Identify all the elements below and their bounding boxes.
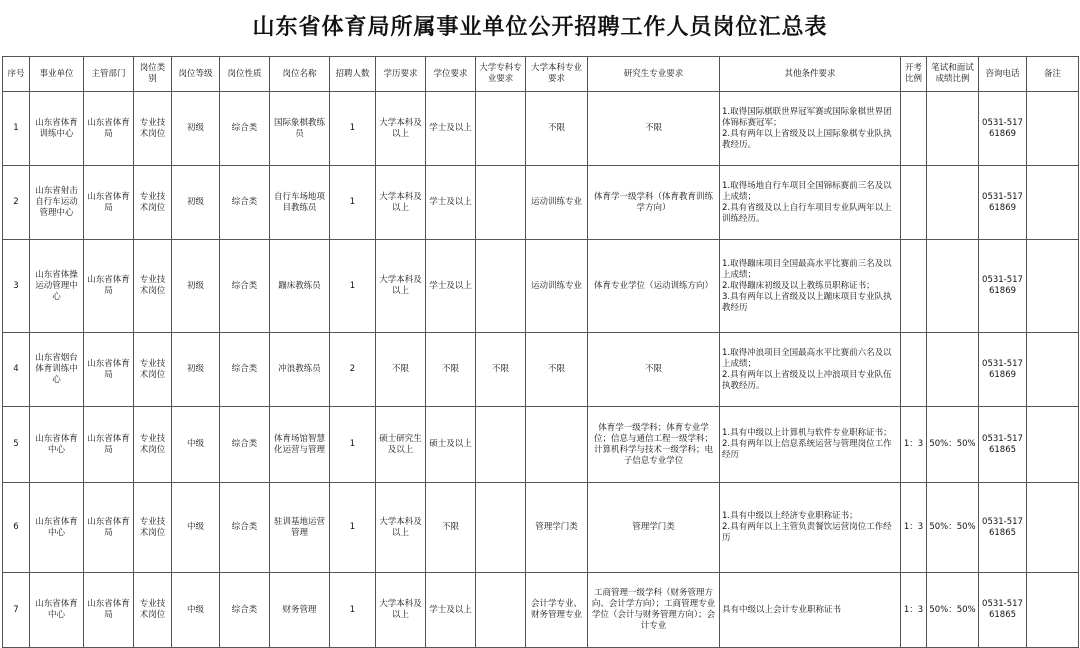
cell-note <box>1027 573 1079 648</box>
cell-position-name: 蹦床教练员 <box>270 240 330 333</box>
positions-table <box>2 56 1079 648</box>
cell-exam-ratio: 1：3 <box>901 573 927 648</box>
table-row <box>3 573 1079 648</box>
cell-phone: 0531-51761865 <box>979 573 1027 648</box>
cell-nature: 综合类 <box>220 240 270 333</box>
cell-note <box>1027 483 1079 573</box>
cell-score-weight <box>927 333 979 407</box>
cell-nature: 综合类 <box>220 333 270 407</box>
table-row <box>3 92 1079 166</box>
table-row <box>3 483 1079 573</box>
cell-count: 1 <box>330 483 376 573</box>
cell-bachelor-major <box>526 407 588 483</box>
cell-degree: 不限 <box>426 333 476 407</box>
cell-level: 中级 <box>172 407 220 483</box>
cell-phone: 0531-51761869 <box>979 333 1027 407</box>
cell-level: 初级 <box>172 92 220 166</box>
cell-level: 初级 <box>172 333 220 407</box>
cell-graduate-major: 体育专业学位（运动训练方向） <box>588 240 720 333</box>
cell-category: 专业技术岗位 <box>134 92 172 166</box>
cell-education: 大学本科及以上 <box>376 483 426 573</box>
cell-level: 初级 <box>172 240 220 333</box>
header-nature: 岗位性质 <box>220 57 270 92</box>
cell-nature: 综合类 <box>220 166 270 240</box>
cell-nature: 综合类 <box>220 483 270 573</box>
cell-level: 初级 <box>172 166 220 240</box>
cell-bachelor-major: 管理学门类 <box>526 483 588 573</box>
cell-bachelor-major: 不限 <box>526 333 588 407</box>
cell-education: 大学本科及以上 <box>376 92 426 166</box>
cell-count: 1 <box>330 573 376 648</box>
cell-junior-major: 不限 <box>476 333 526 407</box>
cell-education: 不限 <box>376 333 426 407</box>
cell-graduate-major: 不限 <box>588 333 720 407</box>
cell-position-name: 自行车场地项目教练员 <box>270 166 330 240</box>
cell-category: 专业技术岗位 <box>134 240 172 333</box>
cell-dept: 山东省体育局 <box>84 92 134 166</box>
cell-category: 专业技术岗位 <box>134 407 172 483</box>
cell-other-requirements: 1.取得国际棋联世界冠军赛或国际象棋世界团体锦标赛冠军； 2.具有两年以上省级及以上国际象棋专业队执教经历。 <box>720 92 901 166</box>
cell-junior-major <box>476 573 526 648</box>
cell-exam-ratio <box>901 240 927 333</box>
cell-other-requirements: 1.具有中级以上计算机与软件专业职称证书； 2.具有两年以上信息系统运营与管理岗位工作经历 <box>720 407 901 483</box>
cell-nature: 综合类 <box>220 92 270 166</box>
cell-education: 大学本科及以上 <box>376 240 426 333</box>
cell-graduate-major: 不限 <box>588 92 720 166</box>
cell-other-requirements: 具有中级以上会计专业职称证书 <box>720 573 901 648</box>
cell-nature: 综合类 <box>220 407 270 483</box>
cell-exam-ratio: 1：3 <box>901 407 927 483</box>
cell-note <box>1027 92 1079 166</box>
cell-score-weight: 50%：50% <box>927 483 979 573</box>
cell-no: 6 <box>3 483 30 573</box>
header-dept: 主管部门 <box>84 57 134 92</box>
cell-no: 7 <box>3 573 30 648</box>
cell-graduate-major: 体育学一级学科；体育专业学位；信息与通信工程一级学科；计算机科学与技术一级学科；电子信息专业学位 <box>588 407 720 483</box>
cell-degree: 学士及以上 <box>426 573 476 648</box>
cell-exam-ratio <box>901 166 927 240</box>
header-level: 岗位等级 <box>172 57 220 92</box>
cell-unit: 山东省体育中心 <box>30 573 84 648</box>
cell-phone: 0531-51761869 <box>979 240 1027 333</box>
header-no: 序号 <box>3 57 30 92</box>
cell-education: 硕士研究生及以上 <box>376 407 426 483</box>
header-category: 岗位类别 <box>134 57 172 92</box>
cell-junior-major <box>476 166 526 240</box>
cell-category: 专业技术岗位 <box>134 483 172 573</box>
cell-unit: 山东省烟台体育训练中心 <box>30 333 84 407</box>
cell-junior-major <box>476 240 526 333</box>
header-unit: 事业单位 <box>30 57 84 92</box>
cell-education: 大学本科及以上 <box>376 166 426 240</box>
cell-degree: 学士及以上 <box>426 92 476 166</box>
table-row <box>3 240 1079 333</box>
cell-education: 大学本科及以上 <box>376 573 426 648</box>
cell-exam-ratio <box>901 333 927 407</box>
cell-phone: 0531-51761869 <box>979 166 1027 240</box>
cell-other-requirements: 1.取得蹦床项目全国最高水平比赛前三名及以上成绩； 2.取得蹦床初级及以上教练员职称证书； 3.具有两年以上省级及以上蹦床项目专业队执教经历 <box>720 240 901 333</box>
cell-phone: 0531-51761869 <box>979 92 1027 166</box>
cell-dept: 山东省体育局 <box>84 333 134 407</box>
cell-other-requirements: 1.取得冲浪项目全国最高水平比赛前六名及以上成绩； 2.具有两年以上省级及以上冲浪项目专业队伍执教经历。 <box>720 333 901 407</box>
header-note: 备注 <box>1027 57 1079 92</box>
cell-junior-major <box>476 483 526 573</box>
cell-score-weight <box>927 166 979 240</box>
header-graduate-major: 研究生专业要求 <box>588 57 720 92</box>
cell-count: 1 <box>330 166 376 240</box>
page-title: 山东省体育局所属事业单位公开招聘工作人员岗位汇总表 <box>252 15 828 40</box>
cell-note <box>1027 333 1079 407</box>
cell-count: 1 <box>330 407 376 483</box>
cell-phone: 0531-51761865 <box>979 483 1027 573</box>
cell-degree: 硕士及以上 <box>426 407 476 483</box>
header-degree: 学位要求 <box>426 57 476 92</box>
cell-bachelor-major: 会计学专业、财务管理专业 <box>526 573 588 648</box>
cell-note <box>1027 240 1079 333</box>
cell-other-requirements: 1.取得场地自行车项目全国锦标赛前三名及以上成绩； 2.具有省级及以上自行车项目专业队两年以上训练经历。 <box>720 166 901 240</box>
header-other-requirements: 其他条件要求 <box>720 57 901 92</box>
cell-bachelor-major: 不限 <box>526 92 588 166</box>
header-row <box>3 57 1079 92</box>
cell-no: 2 <box>3 166 30 240</box>
cell-score-weight <box>927 240 979 333</box>
cell-unit: 山东省体育中心 <box>30 407 84 483</box>
cell-junior-major <box>476 407 526 483</box>
cell-junior-major <box>476 92 526 166</box>
cell-note <box>1027 166 1079 240</box>
cell-score-weight: 50%：50% <box>927 573 979 648</box>
cell-unit: 山东省体育中心 <box>30 483 84 573</box>
header-score-weight: 笔试和面试成绩比例 <box>927 57 979 92</box>
cell-level: 中级 <box>172 573 220 648</box>
cell-category: 专业技术岗位 <box>134 573 172 648</box>
cell-position-name: 驻训基地运营管理 <box>270 483 330 573</box>
header-education: 学历要求 <box>376 57 426 92</box>
cell-no: 1 <box>3 92 30 166</box>
cell-nature: 综合类 <box>220 573 270 648</box>
cell-other-requirements: 1.具有中级以上经济专业职称证书； 2.具有两年以上主管负责餐饮运营岗位工作经历 <box>720 483 901 573</box>
cell-position-name: 冲浪教练员 <box>270 333 330 407</box>
cell-exam-ratio: 1：3 <box>901 483 927 573</box>
cell-position-name: 财务管理 <box>270 573 330 648</box>
cell-count: 2 <box>330 333 376 407</box>
cell-graduate-major: 管理学门类 <box>588 483 720 573</box>
cell-no: 5 <box>3 407 30 483</box>
cell-score-weight: 50%：50% <box>927 407 979 483</box>
header-phone: 咨询电话 <box>979 57 1027 92</box>
table-row <box>3 166 1079 240</box>
cell-no: 3 <box>3 240 30 333</box>
cell-dept: 山东省体育局 <box>84 407 134 483</box>
cell-unit: 山东省射击自行车运动管理中心 <box>30 166 84 240</box>
cell-category: 专业技术岗位 <box>134 166 172 240</box>
cell-degree: 不限 <box>426 483 476 573</box>
cell-position-name: 国际象棋教练员 <box>270 92 330 166</box>
cell-dept: 山东省体育局 <box>84 166 134 240</box>
cell-bachelor-major: 运动训练专业 <box>526 166 588 240</box>
header-junior-major: 大学专科专业要求 <box>476 57 526 92</box>
header-count: 招聘人数 <box>330 57 376 92</box>
cell-dept: 山东省体育局 <box>84 240 134 333</box>
cell-position-name: 体育场馆智慧化运营与管理 <box>270 407 330 483</box>
cell-level: 中级 <box>172 483 220 573</box>
cell-graduate-major: 工商管理一级学科（财务管理方向、会计学方向）；工商管理专业学位（会计与财务管理方向）；会计专业 <box>588 573 720 648</box>
cell-dept: 山东省体育局 <box>84 573 134 648</box>
cell-unit: 山东省体操运动管理中心 <box>30 240 84 333</box>
cell-no: 4 <box>3 333 30 407</box>
cell-phone: 0531-51761865 <box>979 407 1027 483</box>
header-position-name: 岗位名称 <box>270 57 330 92</box>
header-exam-ratio: 开考比例 <box>901 57 927 92</box>
cell-score-weight <box>927 92 979 166</box>
cell-note <box>1027 407 1079 483</box>
cell-dept: 山东省体育局 <box>84 483 134 573</box>
cell-count: 1 <box>330 240 376 333</box>
header-bachelor-major: 大学本科专业要求 <box>526 57 588 92</box>
cell-degree: 学士及以上 <box>426 240 476 333</box>
cell-bachelor-major: 运动训练专业 <box>526 240 588 333</box>
cell-category: 专业技术岗位 <box>134 333 172 407</box>
cell-count: 1 <box>330 92 376 166</box>
cell-exam-ratio <box>901 92 927 166</box>
cell-unit: 山东省体育训练中心 <box>30 92 84 166</box>
cell-degree: 学士及以上 <box>426 166 476 240</box>
cell-graduate-major: 体育学一级学科（体育教育训练学方向） <box>588 166 720 240</box>
table-row <box>3 333 1079 407</box>
table-row <box>3 407 1079 483</box>
